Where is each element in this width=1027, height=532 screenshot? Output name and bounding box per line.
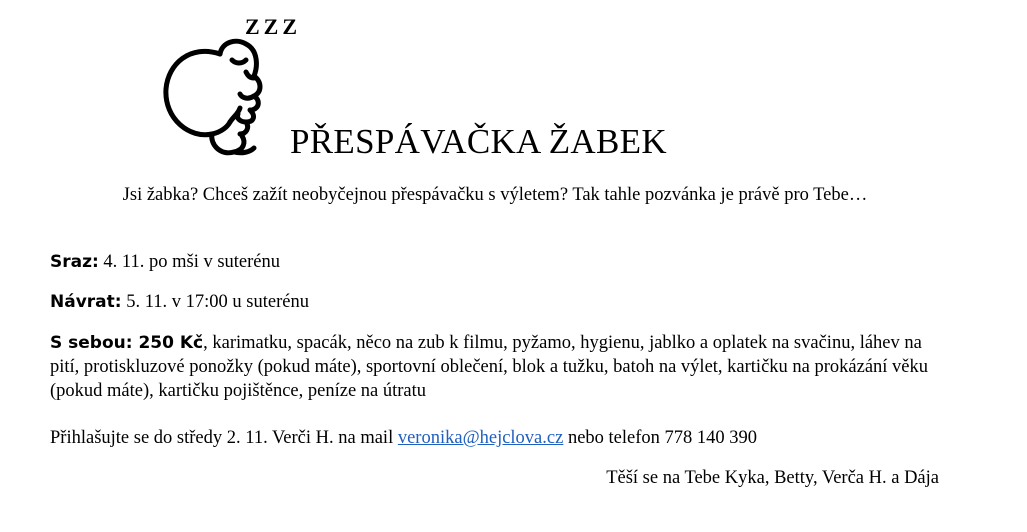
- intro-text: Jsi žabka? Chceš zažít neobyčejnou přespávačku s výletem? Tak tahle pozvánka je právě pro Tebe…: [122, 185, 868, 205]
- meeting-line: [50, 250, 950, 274]
- zzz-text: ZZZ: [245, 14, 302, 39]
- bring-label: S sebou: 250 Kč: [50, 333, 204, 353]
- email-link[interactable]: veronika@hejclova.cz: [397, 428, 564, 448]
- bring-text: , karimatku, spacák, něco na zub k filmu, pyžamo, hygienu, jablko a oplatek na svačinu, láhev na pití, protiskluzové ponožky (pokud máte), sportovní oblečení, blok a tužku, batoh na výlet, kartičku na prokázání věku (pokud máte), kartičku pojištěnce, peníze na útratu: [50, 333, 929, 401]
- return-label: Návrat:: [50, 292, 122, 312]
- page-title: PŘESPÁVAČKA ŽABEK: [290, 122, 667, 161]
- closing-signature: Těší se na Tebe Kyka, Betty, Verča H. a Dája: [606, 468, 939, 488]
- signup-before: Přihlašujte se do středy 2. 11. Verči H. na mail: [50, 428, 398, 448]
- sleeping-frog-icon: [150, 4, 310, 164]
- meeting-label: Sraz:: [50, 252, 99, 272]
- bring-list: [50, 331, 950, 403]
- signup-after: nebo telefon 778 140 390: [563, 428, 758, 448]
- return-text: 5. 11. v 17:00 u suterénu: [121, 292, 309, 312]
- signup-line: [50, 426, 950, 450]
- return-line: [50, 290, 950, 314]
- meeting-text: 4. 11. po mši v suterénu: [98, 252, 281, 272]
